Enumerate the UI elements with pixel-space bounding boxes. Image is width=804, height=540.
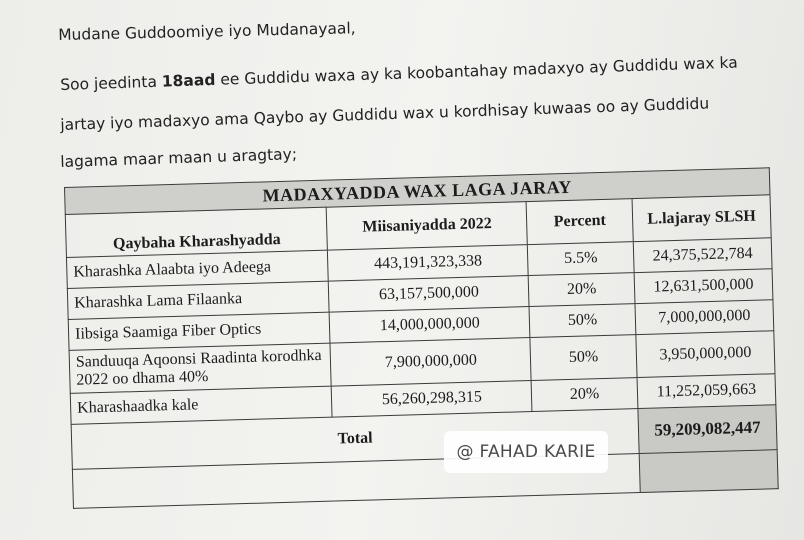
table-title: MADAXYADDA WAX LAGA JARAY — [65, 168, 770, 215]
row-budget: 14,000,000,000 — [330, 307, 531, 344]
row-cut: 3,950,000,000 — [636, 331, 775, 378]
header-category: Qaybaha Kharashyadda — [65, 207, 328, 257]
row-cut: 11,252,059,663 — [637, 374, 776, 409]
budget-cuts-table — [64, 167, 779, 521]
paragraph-line-2: jartay iyo madaxyo ama Qaybo ay Guddidu wax u kordhisay kuwaas oo ay Guddidu — [60, 94, 710, 134]
row-category: Kharashaadka kale — [70, 386, 332, 424]
header-cut: L.lajaray SLSH — [632, 195, 771, 242]
row-budget: 56,260,298,315 — [332, 381, 533, 418]
greeting-line: Mudane Guddoomiye iyo Mudanayaal, — [58, 19, 356, 44]
row-percent: 50% — [530, 335, 637, 381]
row-cut: 24,375,522,784 — [633, 238, 772, 273]
total-label: Total — [71, 409, 639, 470]
row-category: Kharashka Alaabta iyo Adeega — [66, 250, 328, 288]
paragraph-line-1-bold: 18aad — [161, 70, 216, 91]
header-budget: Miisaniyadda 2022 — [327, 202, 528, 251]
row-cut: 12,631,500,000 — [634, 269, 773, 304]
footer-gray-cell — [639, 450, 778, 493]
row-budget: 7,900,000,000 — [330, 338, 531, 387]
row-percent: 20% — [531, 378, 638, 412]
header-percent: Percent — [526, 199, 633, 245]
row-percent: 20% — [528, 273, 635, 307]
row-category: Sanduuqa Aqoonsi Raadinta korodhka 2022 oo dhama 40% — [69, 343, 332, 393]
paragraph-line-1 — [60, 54, 738, 94]
total-value: 59,209,082,447 — [638, 405, 777, 454]
paragraph-line-3: lagama maar maan u aragtay; — [60, 145, 298, 171]
row-category: Iibsiga Saamiga Fiber Optics — [68, 312, 330, 350]
row-budget: 63,157,500,000 — [329, 276, 530, 313]
row-budget: 443,191,323,338 — [328, 245, 529, 282]
row-percent: 50% — [529, 304, 636, 338]
row-category: Kharashka Lama Filaanka — [67, 281, 329, 319]
row-percent: 5.5% — [527, 242, 634, 276]
row-cut: 7,000,000,000 — [635, 300, 774, 335]
watermark-label: @ FAHAD KARIE — [444, 431, 608, 473]
paragraph-line-1-start: Soo jeedinta — [60, 72, 163, 94]
paragraph-line-1-end: ee Guddidu waxa ay ka koobantahay madaxyo ay Guddidu wax ka — [215, 53, 738, 89]
